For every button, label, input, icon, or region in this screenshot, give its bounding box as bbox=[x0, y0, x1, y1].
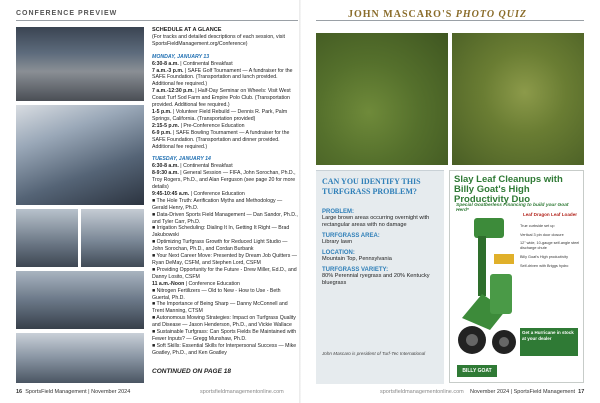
entry-time: 6-9 p.m. bbox=[152, 129, 172, 136]
ad-promo-box[interactable]: Get a Hurricane in stock at your dealer bbox=[520, 328, 578, 356]
schedule-entry bbox=[152, 88, 298, 109]
conference-photo-booth bbox=[16, 105, 144, 205]
header-rule bbox=[316, 20, 584, 21]
session-item: ■ The Hole Truth: Aerification Myths and Methodology — Gerald Henry, Ph.D. bbox=[152, 197, 283, 211]
session-item: ■ Irrigation Scheduling: Dialing It In, Getting It Right — Brad Jakubowski bbox=[152, 225, 290, 239]
page-title bbox=[348, 9, 527, 20]
conference-photo-audience bbox=[81, 209, 144, 267]
conference-photo-crowd bbox=[16, 27, 144, 101]
location-text: Mountain Top, Pennsylvania bbox=[322, 256, 392, 262]
session-item: ■ Optimizing Turfgrass Growth for Reduced Light Studio — John Sorochan, Ph.D., and Cordan Burbank bbox=[152, 239, 288, 253]
footer-publication: SportsField Management bbox=[25, 389, 87, 395]
entry-text: | Continental Breakfast bbox=[180, 60, 233, 67]
entry-time: 8-9:30 a.m. bbox=[152, 170, 179, 177]
session-item: ■ Providing Opportunity for the Future - Drew Miller, Ed.D., and Danny Losito, CSFM bbox=[152, 266, 297, 280]
entry-time: 2:15-5 p.m. bbox=[152, 122, 180, 129]
session-item: ■ Your Next Career Move: Presented by Dream Job Quitters — Ryan DeMay, CSFM, and Stephen Lord, CSFM bbox=[152, 253, 297, 266]
entry-text: | General Session — FIFA, John Sorochan, Ph.D., Troy Rogers, Ph.D., and Alan Ferguson (see page 20 for more details) bbox=[152, 170, 296, 191]
tuesday-list bbox=[152, 163, 298, 198]
ad-spec-item: Vertical 3 pin door closure bbox=[520, 232, 564, 237]
session-item: ■ Data-Driven Sports Field Management — Dan Sandor, Ph.D., and Tyler Carr, Ph.D. bbox=[152, 211, 298, 225]
ad-subline: Special Goatberless Financing to build your Goat Herd* bbox=[456, 203, 569, 213]
schedule-heading: SCHEDULE AT A GLANCE bbox=[152, 27, 222, 33]
footer-publication: SportsField Management bbox=[513, 389, 576, 395]
area-text: Library lawn bbox=[322, 239, 353, 245]
ad-spec-item: Self-driven with Briggs hydro bbox=[520, 263, 569, 268]
area-label: TURFGRASS AREA: bbox=[322, 233, 380, 239]
turf-photo-close bbox=[452, 33, 584, 165]
session-item: ■ Nitrogen Fertilizers — Old to New - How to Use - Beth Guertal, Ph.D. bbox=[152, 287, 281, 301]
entry-time: 6:30-8 a.m. bbox=[152, 163, 179, 170]
sessions-list-b bbox=[152, 288, 298, 357]
day-heading-monday: MONDAY, JANUARY 13 bbox=[152, 53, 210, 60]
quiz-heading: CAN YOU IDENTIFY THIS TURFGRASS PROBLEM? bbox=[322, 177, 421, 196]
schedule-entry bbox=[152, 170, 298, 191]
location-label: LOCATION: bbox=[322, 250, 355, 256]
page-number-left: 16 bbox=[16, 389, 23, 395]
ad-spec-item: Billy Goat's High productivity bbox=[520, 255, 568, 260]
ad-product-tag: Leaf Dragon Leaf Loader bbox=[522, 212, 578, 217]
entry-text: | Continental Breakfast bbox=[180, 163, 233, 170]
schedule-entry bbox=[152, 109, 298, 123]
quiz-details bbox=[322, 209, 440, 287]
schedule-entry bbox=[152, 281, 298, 288]
entry-time: 11 a.m.-Noon bbox=[152, 280, 185, 287]
entry-text: | Volunteer Field Rebuild — Dennis R. Park, Palm Springs, California. (Transportation provided) bbox=[152, 108, 288, 122]
footer-date: | November 2024 bbox=[88, 389, 131, 395]
ad-spec-list bbox=[520, 220, 580, 273]
schedule-intro: (For tracks and detailed descriptions of each session, visit SportsFieldManagement.org/Conference) bbox=[152, 33, 285, 47]
entry-time: 7 a.m.-12:30 p.m. bbox=[152, 88, 194, 95]
schedule-entry bbox=[152, 163, 298, 170]
conference-photo-expo bbox=[16, 271, 144, 329]
entry-time: 6:30-8 a.m. bbox=[152, 60, 179, 67]
session-item: ■ Soft Skills: Essential Skills for Interpersonal Success — Mike Goatley, Ph.D., and Ken Goatley bbox=[152, 342, 297, 356]
entry-time: 7 a.m.-3 p.m. bbox=[152, 67, 184, 74]
page-number-right: 17 bbox=[578, 389, 585, 395]
footer-right bbox=[470, 389, 584, 395]
variety-text: 80% Perennial ryegrass and 20% Kentucky bluegrass bbox=[322, 273, 430, 286]
entry-text: | SAFE Golf Tournament — A fundraiser for the SAFE Foundation. (Transportation and lunch provided. Additional fee required.) bbox=[152, 67, 293, 88]
day-heading-tuesday: TUESDAY, JANUARY 14 bbox=[152, 156, 211, 163]
header-rule bbox=[16, 20, 298, 21]
entry-text: | Conference Education bbox=[185, 280, 240, 287]
sessions-list-a bbox=[152, 198, 298, 281]
schedule-entry bbox=[152, 123, 298, 130]
title-author: JOHN MASCARO'S bbox=[348, 9, 453, 20]
entry-time: 9:45-10:45 a.m. bbox=[152, 190, 190, 197]
session-item: ■ Autonomous Mowing Strategies: Impact on Turfgrass Quality and Disease — Jason Henderson, Ph.D., and Vickie Wallace bbox=[152, 315, 296, 329]
conference-photo-networking bbox=[16, 333, 144, 383]
title-quiz: PHOTO QUIZ bbox=[455, 9, 527, 20]
turf-photo-wide bbox=[316, 33, 448, 165]
schedule-entry bbox=[152, 191, 298, 198]
section-label: CONFERENCE PREVIEW bbox=[16, 10, 118, 17]
footer-date: November 2024 | bbox=[470, 389, 513, 395]
leaf-loader-machine-icon bbox=[456, 214, 520, 364]
schedule-entry bbox=[152, 130, 298, 151]
ad-brand-logo: BILLY GOAT bbox=[457, 365, 497, 377]
schedule-column bbox=[152, 27, 298, 357]
footer-url-right[interactable]: sportsfieldmanagementonline.com bbox=[380, 389, 464, 395]
footer-left bbox=[16, 389, 130, 395]
variety-label: TURFGRASS VARIETY: bbox=[322, 267, 389, 273]
entry-text: | SAFE Bowling Tournament — A fundraiser for the SAFE Foundation. (Transportation and dinner provided. Additional fee required.) bbox=[152, 129, 290, 150]
footer-url-left[interactable]: sportsfieldmanagementonline.com bbox=[200, 389, 284, 395]
continued-note: CONTINUED ON PAGE 18 bbox=[152, 368, 231, 375]
entry-time: 1-5 p.m. bbox=[152, 108, 172, 115]
entry-text: | Conference Education bbox=[190, 190, 245, 197]
ad-spec-item: 12" wide, 10-gauge self-angle steel discharge chute bbox=[520, 241, 580, 251]
session-item: ■ The Importance of Being Sharp — Danny McConnell and Trent Manning, CTSM bbox=[152, 301, 288, 315]
entry-text: | Half-Day Seminar on Wheels: Visit West Coast Turf Sod Farm and Empire Polo Club. (Transportation provided. Additional fee required.) bbox=[152, 88, 291, 109]
problem-text: Large brown areas occurring overnight with rectangular areas with no damage bbox=[322, 215, 430, 228]
conference-photo-session bbox=[16, 209, 78, 267]
monday-list bbox=[152, 61, 298, 151]
page-gutter bbox=[299, 0, 301, 403]
entry-text: | Pre-Conference Education bbox=[180, 122, 245, 129]
problem-label: PROBLEM: bbox=[322, 209, 354, 215]
schedule-entry bbox=[152, 61, 298, 68]
author-credit: John Mascaro is president of Turf-Tec International bbox=[322, 351, 426, 356]
session-item: ■ Sustainable Turfgrass: Can Sports Fields Be Maintained with Fewer Inputs? — Gregg Munshaw, Ph.D. bbox=[152, 329, 297, 342]
ad-headline: Slay Leaf Cleanups with Billy Goat's High Productivity Duo bbox=[454, 174, 563, 205]
ad-spec-item: True curbside set up bbox=[520, 223, 555, 228]
schedule-entry bbox=[152, 68, 298, 89]
